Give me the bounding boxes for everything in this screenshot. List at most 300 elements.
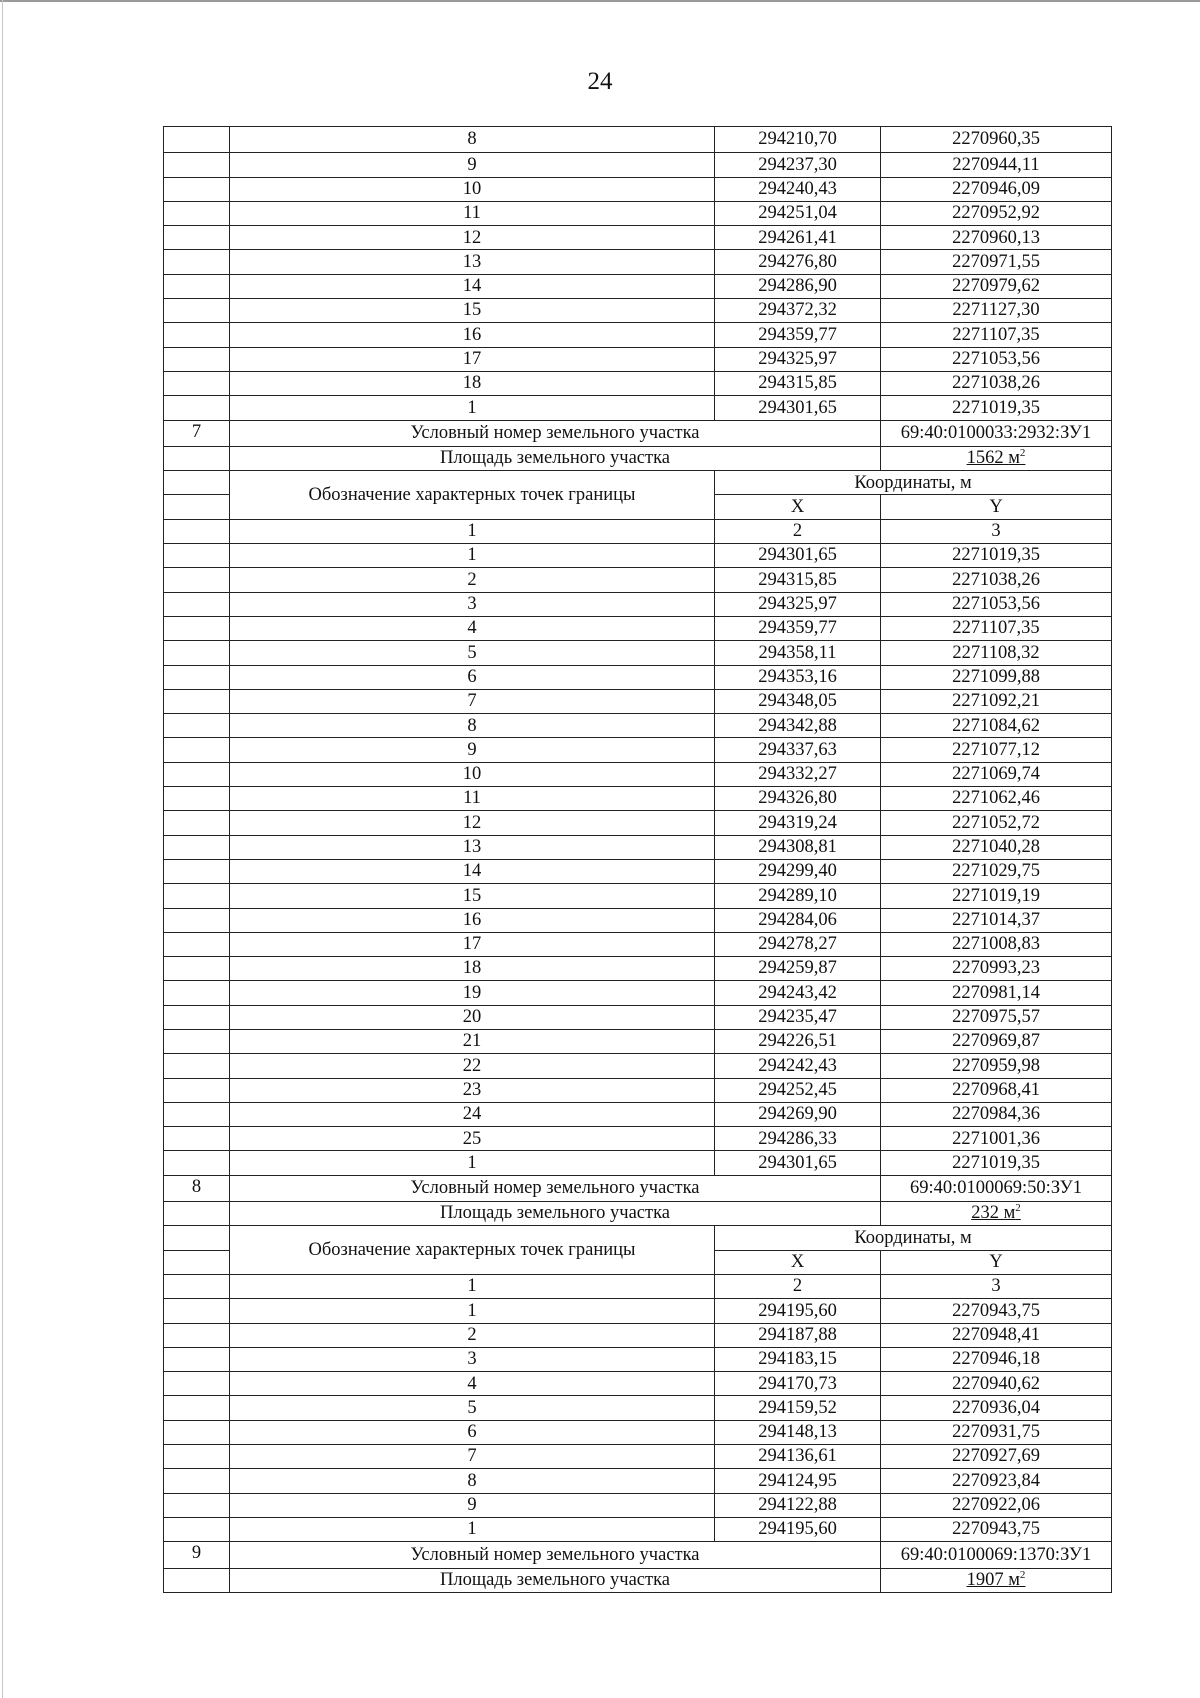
point-number: 6 — [230, 665, 715, 689]
parcel-index-spacer — [164, 1347, 230, 1371]
parcel-area-row — [164, 446, 1112, 470]
coord-x: 294286,33 — [715, 1127, 881, 1151]
coord-x: 294183,15 — [715, 1347, 881, 1371]
coord-y: 2270946,09 — [881, 177, 1112, 201]
cadastral-number-row — [164, 1175, 1112, 1201]
coord-x: 294359,77 — [715, 323, 881, 347]
parcel-index-spacer — [164, 616, 230, 640]
parcel-index-spacer — [164, 957, 230, 981]
parcel-index-spacer — [164, 1127, 230, 1151]
table-row — [164, 932, 1112, 956]
parcel-index-spacer — [164, 299, 230, 323]
coord-x: 294243,42 — [715, 981, 881, 1005]
point-number: 10 — [230, 762, 715, 786]
parcel-index-spacer — [164, 127, 230, 153]
parcel-index-spacer — [164, 274, 230, 298]
table-row — [164, 1127, 1112, 1151]
column-header-row — [164, 471, 1112, 495]
parcel-index-spacer — [164, 1202, 230, 1226]
coord-y: 2271069,74 — [881, 762, 1112, 786]
point-number: 7 — [230, 689, 715, 713]
coord-y: 2271053,56 — [881, 347, 1112, 371]
coord-x: 294284,06 — [715, 908, 881, 932]
table-row — [164, 1347, 1112, 1371]
coord-x: 294315,85 — [715, 568, 881, 592]
table-row — [164, 1054, 1112, 1078]
parcel-index-spacer — [164, 1396, 230, 1420]
table-row — [164, 250, 1112, 274]
coord-x: 294226,51 — [715, 1029, 881, 1053]
coord-y: 2270927,69 — [881, 1445, 1112, 1469]
column-number: 2 — [715, 519, 881, 543]
point-number: 1 — [230, 1151, 715, 1175]
parcel-index-spacer — [164, 396, 230, 420]
parcel-index-spacer — [164, 226, 230, 250]
coord-y: 2271040,28 — [881, 835, 1112, 859]
parcel-index-spacer — [164, 884, 230, 908]
parcel-area-label: Площадь земельного участка — [230, 1568, 881, 1592]
coord-x: 294332,27 — [715, 762, 881, 786]
coord-y: 2270975,57 — [881, 1005, 1112, 1029]
area-unit-exponent: 2 — [1015, 1202, 1021, 1215]
table-row — [164, 616, 1112, 640]
cadastral-number-value: 69:40:0100069:1370:ЗУ1 — [881, 1542, 1112, 1568]
coord-x: 294315,85 — [715, 371, 881, 395]
parcel-area-value — [881, 1202, 1112, 1226]
point-number: 8 — [230, 714, 715, 738]
coord-y: 2270952,92 — [881, 201, 1112, 225]
point-number: 17 — [230, 347, 715, 371]
parcel-area-row — [164, 1568, 1112, 1592]
point-number: 17 — [230, 932, 715, 956]
coord-x: 294358,11 — [715, 641, 881, 665]
point-number: 10 — [230, 177, 715, 201]
table-row — [164, 714, 1112, 738]
table-row — [164, 323, 1112, 347]
point-number: 16 — [230, 323, 715, 347]
coord-x: 294301,65 — [715, 396, 881, 420]
point-number: 2 — [230, 568, 715, 592]
parcel-index-spacer — [164, 495, 230, 519]
parcel-index-spacer — [164, 446, 230, 470]
point-number: 11 — [230, 787, 715, 811]
table-row — [164, 1029, 1112, 1053]
coord-x: 294210,70 — [715, 127, 881, 153]
point-number: 15 — [230, 884, 715, 908]
parcel-index-spacer — [164, 1372, 230, 1396]
point-number: 2 — [230, 1323, 715, 1347]
parcel-index-spacer — [164, 323, 230, 347]
table-row — [164, 177, 1112, 201]
table-row — [164, 226, 1112, 250]
coord-x: 294195,60 — [715, 1517, 881, 1541]
coord-y: 2271008,83 — [881, 932, 1112, 956]
point-number: 12 — [230, 226, 715, 250]
parcel-index-spacer — [164, 544, 230, 568]
parcel-index-spacer — [164, 1493, 230, 1517]
parcel-area-label: Площадь земельного участка — [230, 446, 881, 470]
table-row — [164, 1005, 1112, 1029]
parcel-index-spacer — [164, 835, 230, 859]
column-number: 1 — [230, 519, 715, 543]
point-number: 5 — [230, 641, 715, 665]
point-number: 12 — [230, 811, 715, 835]
point-number: 9 — [230, 153, 715, 177]
parcel-index-spacer — [164, 371, 230, 395]
table-row — [164, 1102, 1112, 1126]
parcel-index-spacer — [164, 1102, 230, 1126]
point-number: 14 — [230, 274, 715, 298]
coord-y: 2271029,75 — [881, 859, 1112, 883]
point-number: 23 — [230, 1078, 715, 1102]
parcel-index-spacer — [164, 592, 230, 616]
column-number: 1 — [230, 1274, 715, 1298]
table-row — [164, 371, 1112, 395]
coord-x: 294353,16 — [715, 665, 881, 689]
table-row — [164, 592, 1112, 616]
coord-x: 294337,63 — [715, 738, 881, 762]
table-row — [164, 762, 1112, 786]
table-row — [164, 738, 1112, 762]
parcel-area-value — [881, 446, 1112, 470]
parcel-index-spacer — [164, 1568, 230, 1592]
table-row — [164, 347, 1112, 371]
point-number: 3 — [230, 1347, 715, 1371]
coord-y: 2270923,84 — [881, 1469, 1112, 1493]
coord-y: 2270981,14 — [881, 981, 1112, 1005]
point-number: 20 — [230, 1005, 715, 1029]
coord-y: 2270971,55 — [881, 250, 1112, 274]
coord-x: 294326,80 — [715, 787, 881, 811]
scan-edge-top — [0, 0, 1200, 2]
table-row — [164, 957, 1112, 981]
coord-y: 2271001,36 — [881, 1127, 1112, 1151]
parcel-index-spacer — [164, 1029, 230, 1053]
point-number: 1 — [230, 396, 715, 420]
coord-x: 294170,73 — [715, 1372, 881, 1396]
point-number: 1 — [230, 1299, 715, 1323]
coord-y: 2270984,36 — [881, 1102, 1112, 1126]
coord-y: 2271107,35 — [881, 616, 1112, 640]
page-number: 24 — [587, 68, 613, 95]
parcel-index: 7 — [164, 420, 230, 446]
coord-y: 2270979,62 — [881, 274, 1112, 298]
table-row — [164, 568, 1112, 592]
coord-x: 294278,27 — [715, 932, 881, 956]
table-row — [164, 1396, 1112, 1420]
parcel-index: 8 — [164, 1175, 230, 1201]
table-row — [164, 1078, 1112, 1102]
coord-x: 294195,60 — [715, 1299, 881, 1323]
table-row — [164, 1372, 1112, 1396]
table-row — [164, 981, 1112, 1005]
area-number: 1562 — [966, 448, 1004, 469]
coord-y: 2270946,18 — [881, 1347, 1112, 1371]
column-number-row — [164, 519, 1112, 543]
parcel-index-spacer — [164, 981, 230, 1005]
coord-y: 2271019,35 — [881, 396, 1112, 420]
coord-y: 2270960,35 — [881, 127, 1112, 153]
table-row — [164, 201, 1112, 225]
coord-x: 294124,95 — [715, 1469, 881, 1493]
coord-y: 2271038,26 — [881, 371, 1112, 395]
table-row — [164, 1151, 1112, 1175]
coord-x: 294148,13 — [715, 1420, 881, 1444]
table-row — [164, 396, 1112, 420]
table-row — [164, 787, 1112, 811]
coord-y: 2271038,26 — [881, 568, 1112, 592]
parcel-index-spacer — [164, 153, 230, 177]
parcel-index-spacer — [164, 641, 230, 665]
point-number: 9 — [230, 1493, 715, 1517]
coordinates-header: Координаты, м — [715, 1226, 1112, 1250]
area-unit: м — [1008, 1569, 1020, 1590]
coord-y: 2271019,35 — [881, 544, 1112, 568]
parcel-index-spacer — [164, 347, 230, 371]
cadastral-number-row — [164, 1542, 1112, 1568]
table-row — [164, 859, 1112, 883]
coord-y: 2271084,62 — [881, 714, 1112, 738]
x-header: X — [715, 1250, 881, 1274]
boundary-coordinates-table — [163, 126, 1112, 1593]
table-row — [164, 835, 1112, 859]
coord-x: 294348,05 — [715, 689, 881, 713]
table-row — [164, 544, 1112, 568]
cadastral-number-label: Условный номер земельного участка — [230, 1175, 881, 1201]
cadastral-number-label: Условный номер земельного участка — [230, 1542, 881, 1568]
point-number: 19 — [230, 981, 715, 1005]
column-number-row — [164, 1274, 1112, 1298]
coord-x: 294235,47 — [715, 1005, 881, 1029]
parcel-index: 9 — [164, 1542, 230, 1568]
table-row — [164, 908, 1112, 932]
coord-y: 2271077,12 — [881, 738, 1112, 762]
parcel-area-label: Площадь земельного участка — [230, 1202, 881, 1226]
cadastral-number-value: 69:40:0100033:2932:ЗУ1 — [881, 420, 1112, 446]
point-number: 8 — [230, 127, 715, 153]
coord-y: 2270959,98 — [881, 1054, 1112, 1078]
coord-x: 294251,04 — [715, 201, 881, 225]
coord-y: 2271099,88 — [881, 665, 1112, 689]
parcel-index-spacer — [164, 859, 230, 883]
table-row — [164, 641, 1112, 665]
coord-y: 2271053,56 — [881, 592, 1112, 616]
parcel-index-spacer — [164, 1323, 230, 1347]
point-number: 13 — [230, 250, 715, 274]
parcel-index-spacer — [164, 471, 230, 495]
area-unit-exponent: 2 — [1019, 447, 1026, 460]
parcel-index-spacer — [164, 1005, 230, 1029]
point-number: 18 — [230, 957, 715, 981]
coord-y: 2270993,23 — [881, 957, 1112, 981]
point-number: 6 — [230, 1420, 715, 1444]
coord-x: 294289,10 — [715, 884, 881, 908]
coord-x: 294286,90 — [715, 274, 881, 298]
table-row — [164, 811, 1112, 835]
point-number: 25 — [230, 1127, 715, 1151]
coord-x: 294359,77 — [715, 616, 881, 640]
column-header-row — [164, 1226, 1112, 1250]
point-number: 1 — [230, 1517, 715, 1541]
coord-x: 294299,40 — [715, 859, 881, 883]
table-row — [164, 274, 1112, 298]
parcel-index-spacer — [164, 1151, 230, 1175]
coord-y: 2271108,32 — [881, 641, 1112, 665]
table-row — [164, 1493, 1112, 1517]
table-row — [164, 1469, 1112, 1493]
parcel-index-spacer — [164, 762, 230, 786]
coord-y: 2270940,62 — [881, 1372, 1112, 1396]
coord-x: 294237,30 — [715, 153, 881, 177]
coord-x: 294240,43 — [715, 177, 881, 201]
point-number: 14 — [230, 859, 715, 883]
y-header: Y — [881, 1250, 1112, 1274]
parcel-area-text — [971, 1203, 1021, 1223]
coord-x: 294122,88 — [715, 1493, 881, 1517]
point-number: 15 — [230, 299, 715, 323]
coord-x: 294136,61 — [715, 1445, 881, 1469]
table-row — [164, 153, 1112, 177]
coord-x: 294269,90 — [715, 1102, 881, 1126]
parcel-index-spacer — [164, 665, 230, 689]
coord-y: 2271092,21 — [881, 689, 1112, 713]
point-number: 9 — [230, 738, 715, 762]
point-number: 1 — [230, 544, 715, 568]
point-number: 7 — [230, 1445, 715, 1469]
coord-x: 294325,97 — [715, 592, 881, 616]
coord-y: 2270960,13 — [881, 226, 1112, 250]
coord-x: 294342,88 — [715, 714, 881, 738]
parcel-index-spacer — [164, 1299, 230, 1323]
point-number: 11 — [230, 201, 715, 225]
coord-x: 294261,41 — [715, 226, 881, 250]
coord-y: 2270969,87 — [881, 1029, 1112, 1053]
parcel-index-spacer — [164, 1420, 230, 1444]
coord-y: 2270922,06 — [881, 1493, 1112, 1517]
coord-y: 2270931,75 — [881, 1420, 1112, 1444]
coord-y: 2270968,41 — [881, 1078, 1112, 1102]
parcel-index-spacer — [164, 519, 230, 543]
parcel-index-spacer — [164, 1469, 230, 1493]
parcel-index-spacer — [164, 1517, 230, 1541]
points-designation-header: Обозначение характерных точек границы — [230, 1226, 715, 1275]
coord-y: 2270943,75 — [881, 1299, 1112, 1323]
table-body — [164, 127, 1112, 1593]
coord-x: 294276,80 — [715, 250, 881, 274]
column-number: 3 — [881, 519, 1112, 543]
point-number: 22 — [230, 1054, 715, 1078]
coord-y: 2270944,11 — [881, 153, 1112, 177]
coord-y: 2270943,75 — [881, 1517, 1112, 1541]
parcel-index-spacer — [164, 250, 230, 274]
coord-x: 294187,88 — [715, 1323, 881, 1347]
scan-edge-left — [2, 0, 3, 1698]
coord-x: 294259,87 — [715, 957, 881, 981]
coord-y: 2271019,35 — [881, 1151, 1112, 1175]
point-number: 24 — [230, 1102, 715, 1126]
table-row — [164, 127, 1112, 153]
coord-y: 2270936,04 — [881, 1396, 1112, 1420]
area-unit: м — [1003, 1203, 1016, 1224]
parcel-index-spacer — [164, 177, 230, 201]
table-row — [164, 1445, 1112, 1469]
point-number: 16 — [230, 908, 715, 932]
coord-x: 294159,52 — [715, 1396, 881, 1420]
area-number: 232 — [971, 1203, 999, 1224]
points-designation-header: Обозначение характерных точек границы — [230, 471, 715, 520]
parcel-index-spacer — [164, 1250, 230, 1274]
point-number: 8 — [230, 1469, 715, 1493]
x-header: X — [715, 495, 881, 519]
coord-y: 2271019,19 — [881, 884, 1112, 908]
point-number: 5 — [230, 1396, 715, 1420]
coord-y: 2271062,46 — [881, 787, 1112, 811]
coordinates-header: Координаты, м — [715, 471, 1112, 495]
parcel-index-spacer — [164, 787, 230, 811]
parcel-index-spacer — [164, 738, 230, 762]
parcel-index-spacer — [164, 908, 230, 932]
parcel-area-text — [967, 448, 1026, 468]
parcel-index-spacer — [164, 932, 230, 956]
parcel-index-spacer — [164, 1078, 230, 1102]
coord-x: 294301,65 — [715, 544, 881, 568]
parcel-index-spacer — [164, 1274, 230, 1298]
column-number: 2 — [715, 1274, 881, 1298]
coord-y: 2271127,30 — [881, 299, 1112, 323]
parcel-index-spacer — [164, 811, 230, 835]
coord-x: 294242,43 — [715, 1054, 881, 1078]
parcel-index-spacer — [164, 714, 230, 738]
table-row — [164, 1323, 1112, 1347]
point-number: 21 — [230, 1029, 715, 1053]
y-header: Y — [881, 495, 1112, 519]
cadastral-number-row — [164, 420, 1112, 446]
coord-x: 294325,97 — [715, 347, 881, 371]
table-row — [164, 299, 1112, 323]
table-row — [164, 1517, 1112, 1541]
parcel-index-spacer — [164, 1054, 230, 1078]
cadastral-number-value: 69:40:0100069:50:ЗУ1 — [881, 1175, 1112, 1201]
cadastral-number-label: Условный номер земельного участка — [230, 420, 881, 446]
coord-x: 294308,81 — [715, 835, 881, 859]
coord-y: 2271014,37 — [881, 908, 1112, 932]
parcel-area-text — [967, 1570, 1026, 1590]
column-number: 3 — [881, 1274, 1112, 1298]
table-row — [164, 689, 1112, 713]
point-number: 4 — [230, 1372, 715, 1396]
coord-y: 2271052,72 — [881, 811, 1112, 835]
parcel-index-spacer — [164, 1226, 230, 1250]
table-row — [164, 884, 1112, 908]
point-number: 13 — [230, 835, 715, 859]
point-number: 18 — [230, 371, 715, 395]
table-row — [164, 1299, 1112, 1323]
coord-x: 294319,24 — [715, 811, 881, 835]
parcel-index-spacer — [164, 1445, 230, 1469]
area-unit-exponent: 2 — [1019, 1568, 1026, 1581]
coord-y: 2271107,35 — [881, 323, 1112, 347]
parcel-index-spacer — [164, 201, 230, 225]
parcel-area-row — [164, 1202, 1112, 1226]
coord-y: 2270948,41 — [881, 1323, 1112, 1347]
point-number: 4 — [230, 616, 715, 640]
coord-x: 294372,32 — [715, 299, 881, 323]
area-unit: м — [1008, 448, 1020, 469]
coord-x: 294301,65 — [715, 1151, 881, 1175]
coord-x: 294252,45 — [715, 1078, 881, 1102]
parcel-index-spacer — [164, 689, 230, 713]
point-number: 3 — [230, 592, 715, 616]
